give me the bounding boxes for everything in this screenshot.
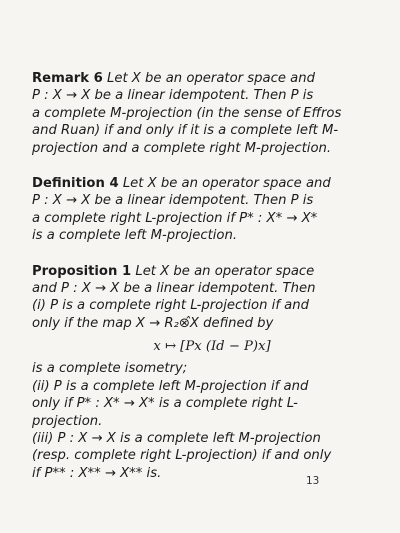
proposition-1-line-9: (iii) P : X → X is a complete left M-projection [32,430,321,446]
definition-4-line-1: Definition 4 Let X be an operator space and [32,176,331,192]
remark-6-label: Remark 6 [32,71,103,86]
proposition-1-line-10: (resp. complete right L-projection) if and only [32,448,332,464]
remark-6-line-2: P : X → X be a linear idempotent. Then P is [32,88,314,104]
display-equation: x ↦ [Px (Id − P)x] [153,339,271,355]
definition-4-label: Definition 4 [32,176,119,192]
proposition-1-line-3: (i) P is a complete right L-projection if and [32,298,309,314]
remark-6-line-4: and Ruan) if and only if it is a complete left M- [32,123,339,139]
proposition-1-line-5: is a complete isometry; [32,361,188,377]
definition-4-line-3: a complete right L-projection if P* : X* → X* [32,210,318,226]
proposition-1 [32,263,356,482]
definition-4-line-2: P : X → X be a linear idempotent. Then P is [32,193,314,209]
remark-6-line-1: Remark 6 Let X be an operator space and [32,71,315,86]
proposition-1-line-4: only if the map X → R₂⊗̂X defined by [32,315,274,331]
definition-4 [32,175,356,245]
page-content [32,70,356,500]
remark-6-line-5: projection and a complete right M-projection. [32,140,332,156]
proposition-1-line-8: projection. [32,413,103,429]
proposition-1-line-6: (ii) P is a complete left M-projection if and [32,378,309,394]
remark-6 [32,70,356,157]
definition-4-line-4: is a complete left M-projection. [32,228,238,244]
proposition-1-line-7: only if P* : X* → X* is a complete right L- [32,396,298,412]
proposition-1-line-11: if P** : X** → X** is. [32,465,162,481]
proposition-1-label: Proposition 1 [32,263,132,279]
proposition-1-line-1: Proposition 1 Let X be an operator space [32,263,315,279]
remark-6-line-3: a complete M-projection (in the sense of Effros [32,105,342,121]
page-number: 13 [306,475,320,487]
proposition-1-line-2: and P : X → X be a linear idempotent. Then [32,281,316,297]
